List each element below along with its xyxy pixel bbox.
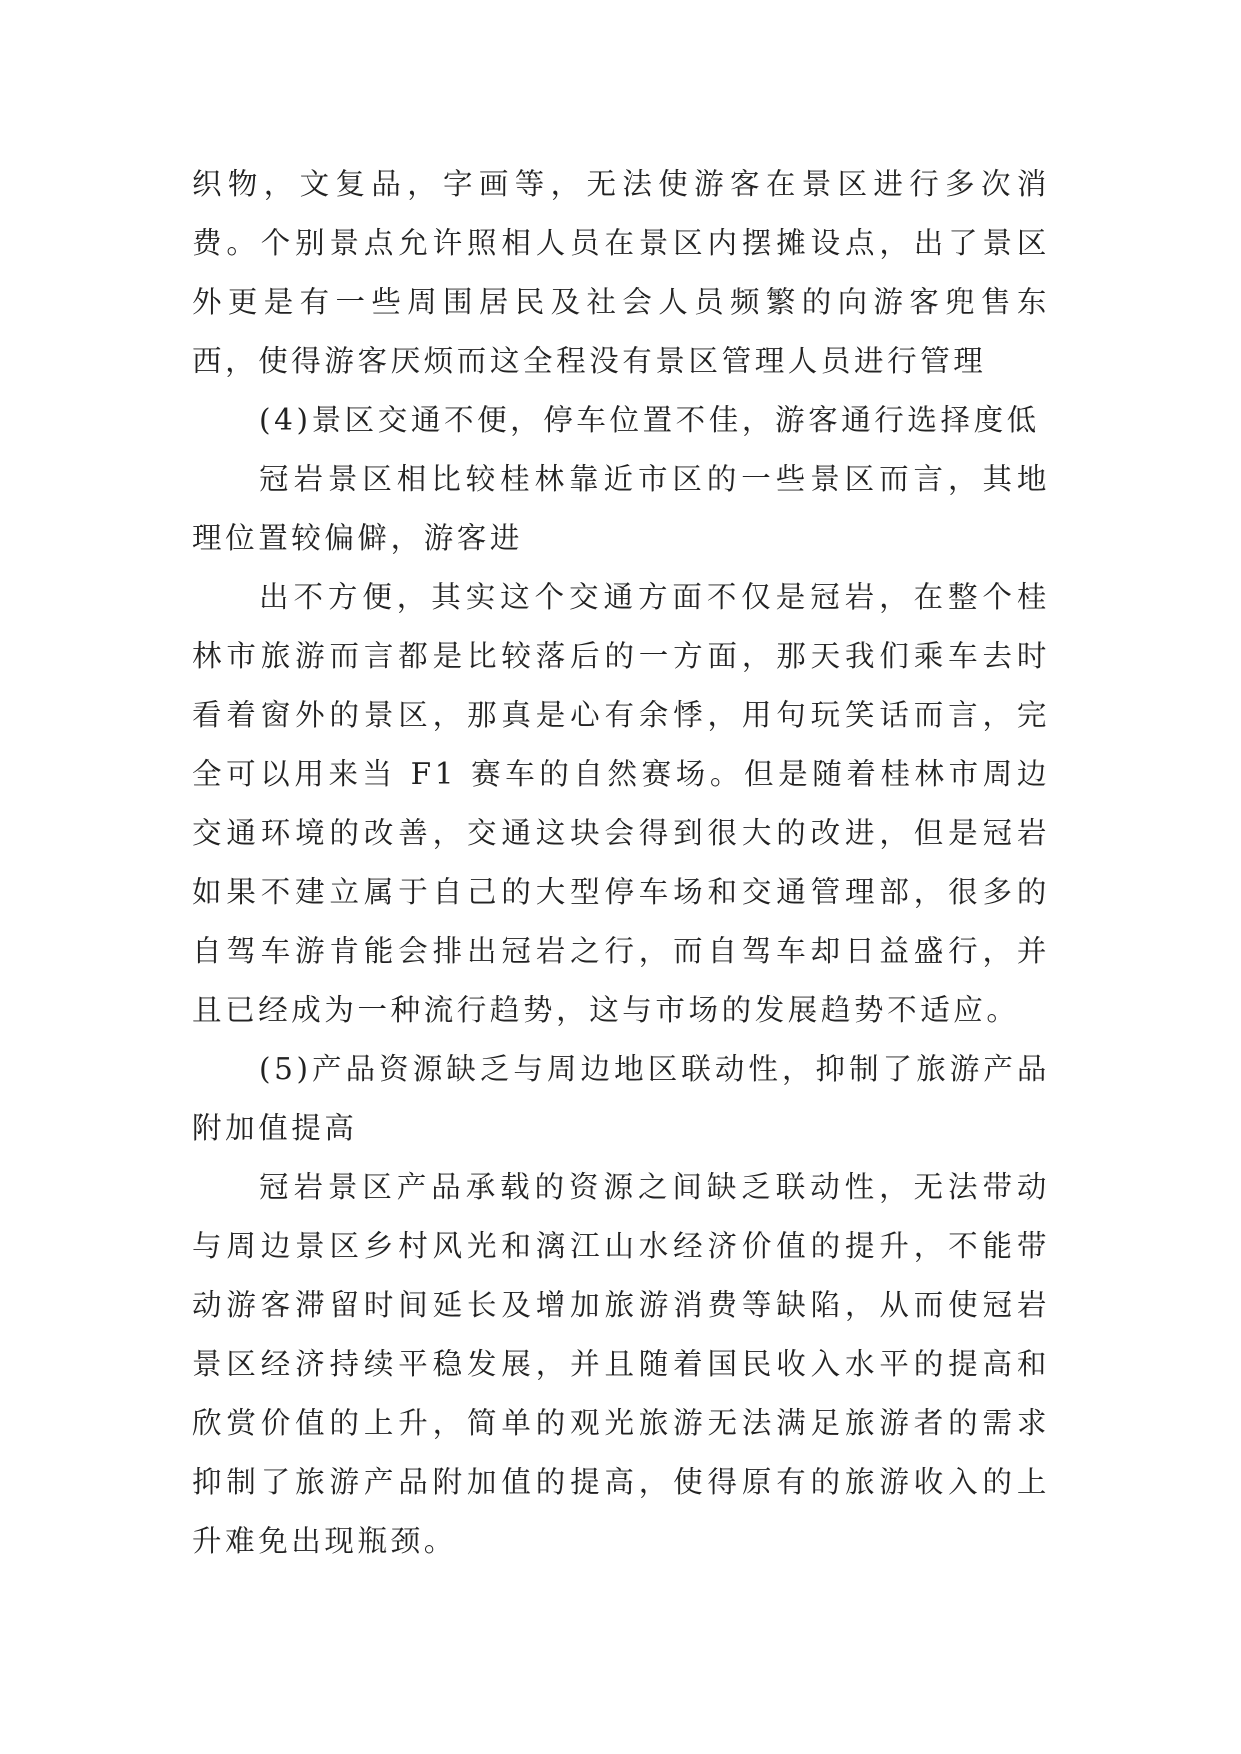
heading-product-linkage: (5)产品资源缺乏与周边地区联动性，抑制了旅游产品附加值提高 [192,1052,1050,1145]
heading-transport-issue: (4)景区交通不便，停车位置不佳，游客通行选择度低 [259,403,1040,437]
paragraph-transport-detail: 出不方便，其实这个交通方面不仅是冠岩，在整个桂林市旅游而言都是比较落后的一方面，那天我们乘车去时看着窗外的景区，那真是心有余悸，用句玩笑话而言，完全可以用来当 F1 赛车的自然赛场。但是随着桂林市周边交通环境的改善，交通这块会得到很大的改进，但是冠岩如果不建立属于自己的大型停车场和交通管理部，很多的自驾车游肯能会排出冠岩之行，而自驾车却日益盛行，并且已经成为一种流行趋势，这与市场的发展趋势不适应。 [192,580,1050,1027]
document-body [192,155,1050,1571]
paragraph-product-linkage: 冠岩景区产品承载的资源之间缺乏联动性，无法带动与周边景区乡村风光和漓江山水经济价值的提升，不能带动游客滞留时间延长及增加旅游消费等缺陷，从而使冠岩景区经济持续平稳发展，并且随着国民收入水平的提高和欣赏价值的上升，简单的观光旅游无法满足旅游者的需求抑制了旅游产品附加值的提高，使得原有的旅游收入的上升难免出现瓶颈。 [192,1170,1050,1558]
paragraph-location: 冠岩景区相比较桂林靠近市区的一些景区而言，其地理位置较偏僻，游客进 [192,462,1050,555]
paragraph-souvenir-issues: 织物，文复品，字画等，无法使游客在景区进行多次消费。个别景点允许照相人员在景区内摆摊设点，出了景区外更是有一些周围居民及社会人员频繁的向游客兜售东西，使得游客厌烦而这全程没有景区管理人员进行管理 [192,167,1050,378]
